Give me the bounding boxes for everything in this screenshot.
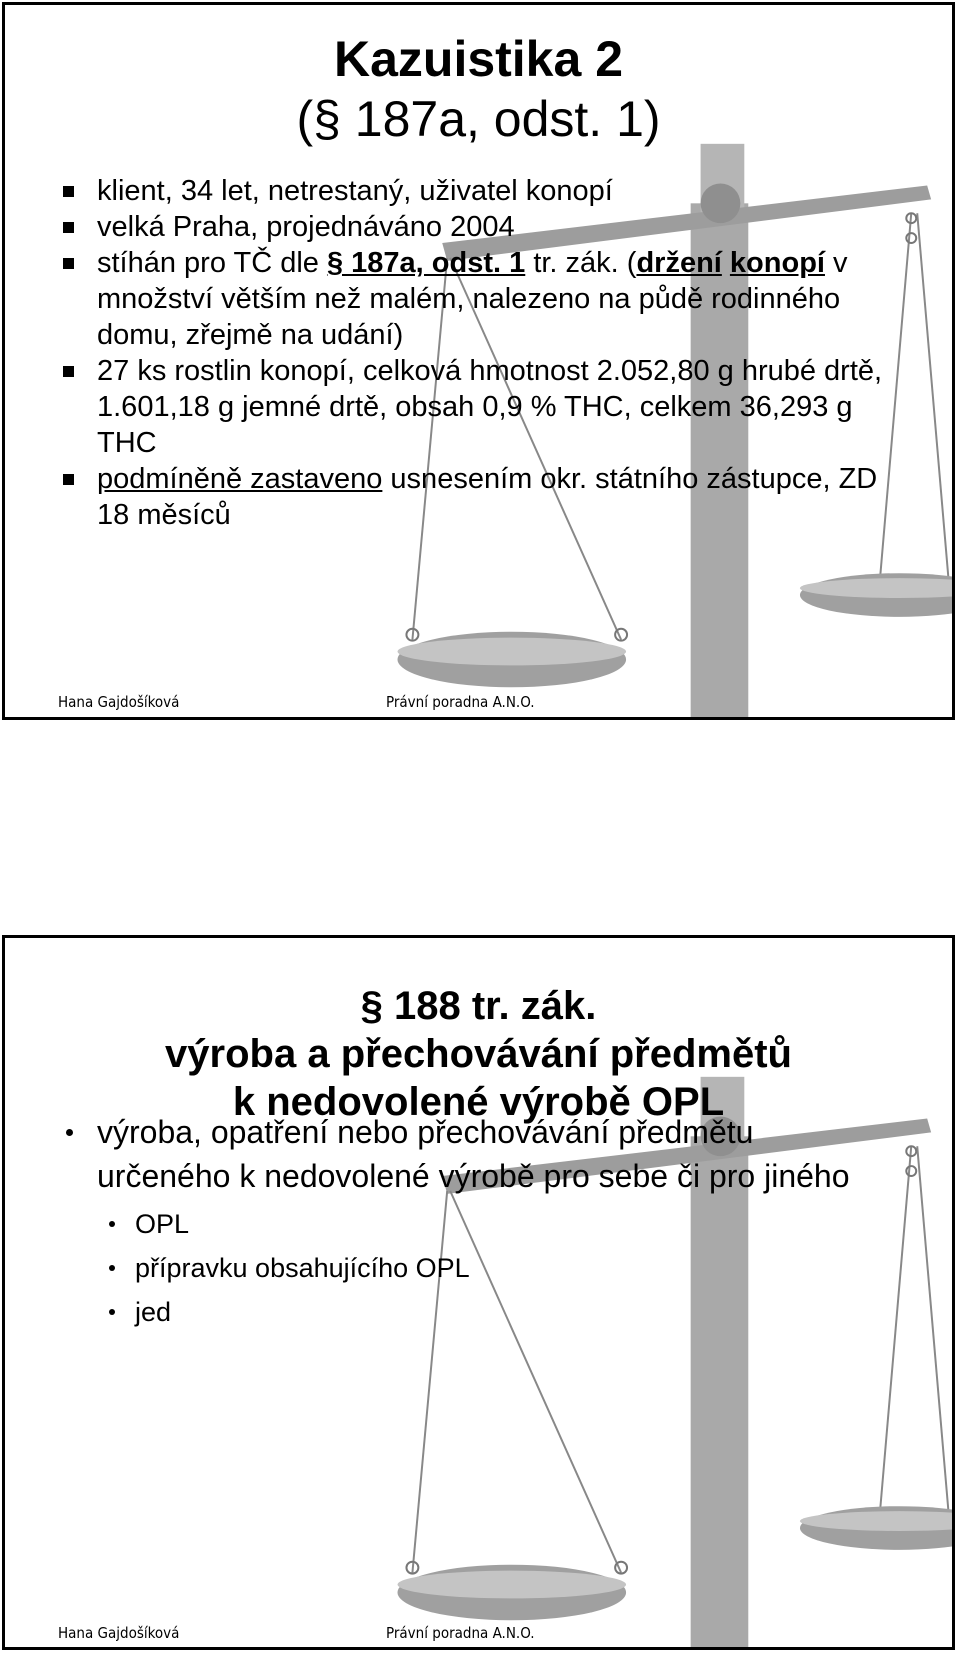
law-link-187a[interactable]: § 187a, odst. 1 (326, 247, 526, 279)
bullet-item-charge: stíhán pro TČ dle § 187a, odst. 1 tr. zák. (držení konopí v množství větším než malém, nalezeno na půdě rodinného domu, zřejmě na udání) (97, 245, 917, 353)
title-line-3: k nedovolené výrobě OPL (232, 1080, 725, 1124)
slide-title (5, 29, 952, 149)
bullet-item-client: klient, 34 let, netrestaný, uživatel konopí (97, 173, 917, 209)
bullet-item-plants: 27 ks rostlin konopí, celková hmotnost 2.052,80 g hrubé drtě, 1.601,18 g jemné drtě, obsah 0,9 % THC, celkem 36,293 g THC (97, 353, 917, 461)
slide-kazuistika-2 (2, 2, 955, 720)
title-line-1: § 188 tr. zák. (360, 984, 597, 1028)
bullet-item-outcome: podmíněně zastaveno usnesením okr. státního zástupce, ZD 18 měsíců (97, 461, 917, 533)
footer-organization: Právní poradna A.N.O. (386, 693, 535, 711)
slide-title (5, 982, 952, 1126)
slide-188 (2, 935, 955, 1650)
footer-organization: Právní poradna A.N.O. (386, 1624, 535, 1642)
bullet-list (97, 1110, 857, 1334)
footer-author: Hana Gajdošíková (58, 1624, 180, 1642)
footer-author: Hana Gajdošíková (58, 693, 180, 711)
sub-item-pripravek: přípravku obsahujícího OPL (135, 1246, 857, 1290)
bullet-item-location: velká Praha, projednáváno 2004 (97, 209, 917, 245)
title-line-1: Kazuistika 2 (333, 31, 623, 87)
sub-item-jed: jed (135, 1290, 857, 1334)
title-line-2: výroba a přechovávání předmětů (165, 1032, 792, 1076)
link-drzeni[interactable]: držení (636, 247, 722, 279)
link-konopi[interactable]: konopí (729, 247, 825, 279)
sub-item-opl: OPL (135, 1202, 857, 1246)
title-line-2: (§ 187a, odst. 1) (296, 91, 661, 147)
bullet-list (97, 173, 917, 533)
link-podminene-zastaveno[interactable]: podmíněně zastaveno (97, 463, 383, 495)
bullet-item-main: výroba, opatření nebo přechovávání předmětu určeného k nedovolené výrobě pro sebe či pro jiného OPL přípravku obsahujícího OPL jed (97, 1110, 857, 1334)
sub-bullet-list (97, 1202, 857, 1334)
